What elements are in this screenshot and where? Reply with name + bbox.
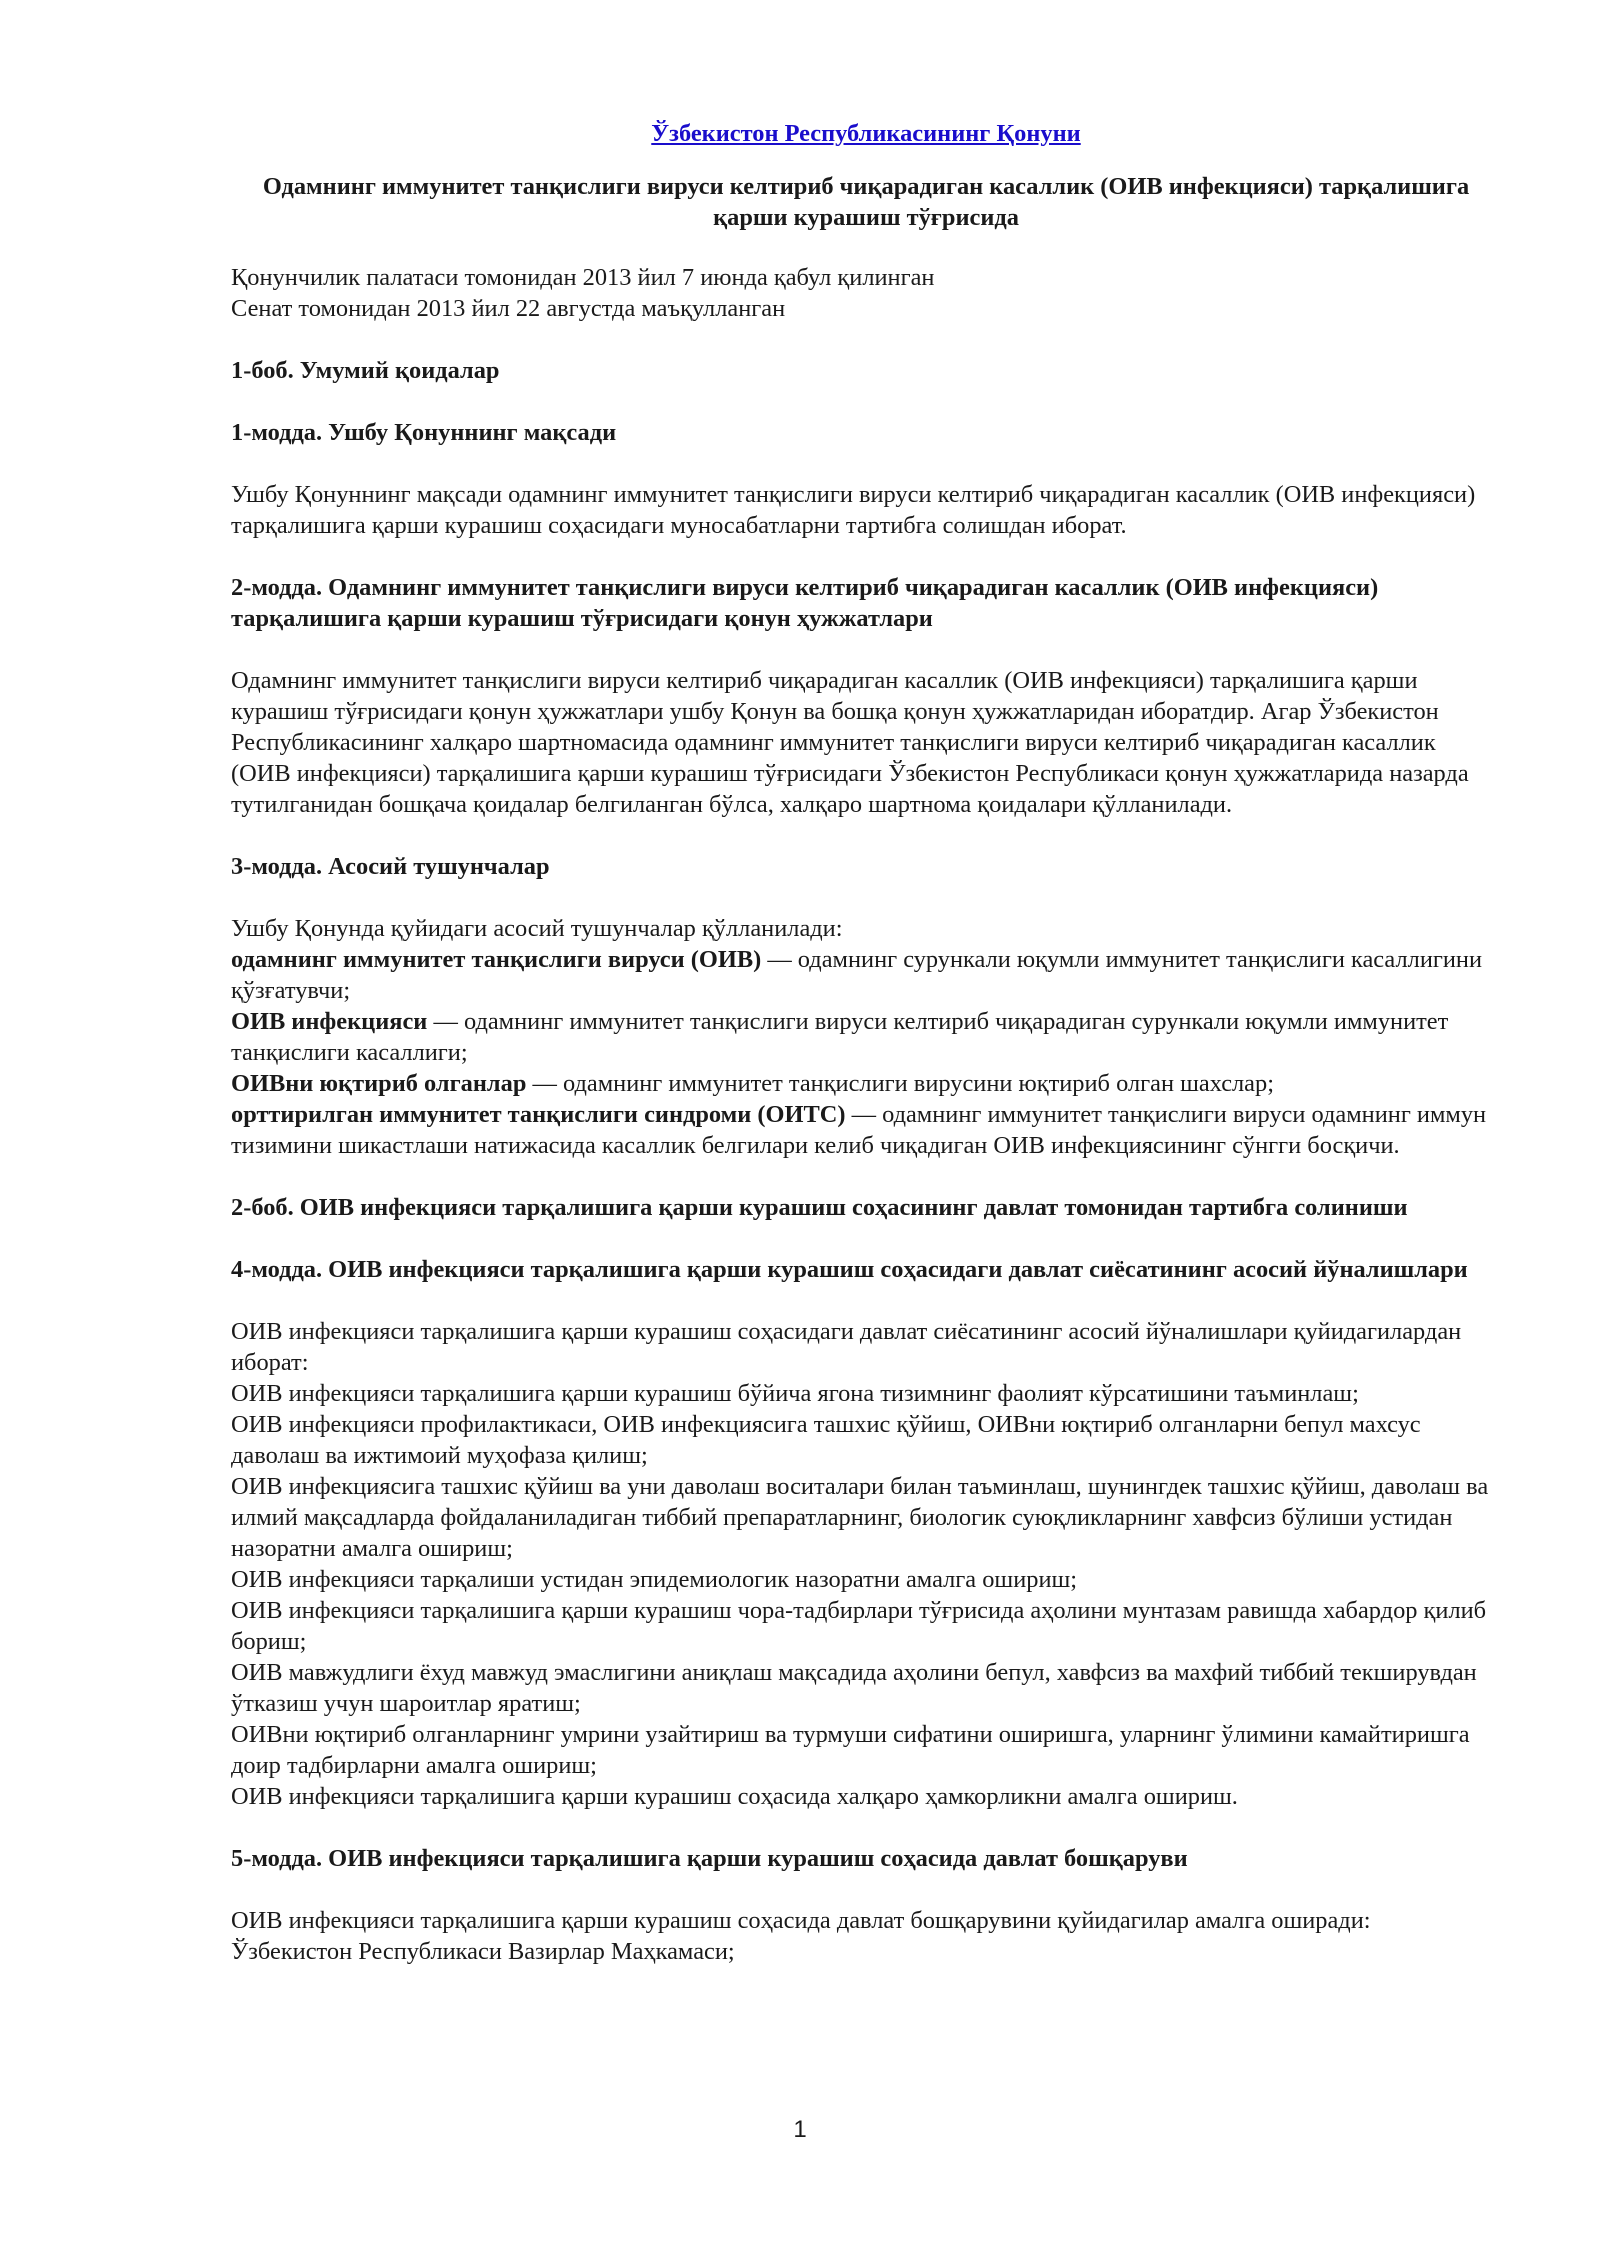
article-1-heading: 1-модда. Ушбу Қонуннинг мақсади (231, 419, 617, 446)
article-4-line: ОИВ инфекциясига ташхис қўйиш ва уни даволаш воситалари билан таъминлаш, шунингдек ташхис қўйиш, даволаш ва илмий мақсадларда фойдаланиладиган тиббий препаратларнинг, биологик суюқликларнинг хавфсиз бўлиши устидан назоратни амалга ошириш; (231, 1473, 1489, 1562)
term-text: — одамнинг иммунитет танқислиги вируси келтириб чиқарадиган сурункали юқумли иммунитет танқислиги касаллиги; (231, 1008, 1449, 1066)
term-definition (231, 1006, 1501, 1068)
term-name: орттирилган иммунитет танқислиги синдроми (ОИТС) (231, 1101, 846, 1128)
article-3-heading: 3-модда. Асосий тушунчалар (231, 853, 550, 880)
article-2-text: Одамнинг иммунитет танқислиги вируси келтириб чиқарадиган касаллик (ОИВ инфекцияси) тарқалишига қарши курашиш тўғрисидаги қонун ҳужжатлари ушбу Қонун ва бошқа қонун ҳужжатларидан иборатдир. Агар Ўзбекистон Республикасининг халқаро шартномасида одамнинг иммунитет танқислиги вируси келтириб чиқарадиган касаллик (ОИВ инфекцияси) тарқалишига қарши курашиш тўғрисидаги Ўзбекистон Республикаси қонун ҳужжатларида назарда тутилганидан бошқача қоидалар белгиланган бўлса, халқаро шартнома қоидалари қўлланилади. (231, 667, 1469, 818)
document-title (231, 118, 1501, 149)
article-4-line: ОИВ инфекцияси тарқалишига қарши курашиш соҳасида халқаро ҳамкорликни амалга ошириш. (231, 1783, 1238, 1810)
term-definition (231, 1099, 1501, 1161)
term-definition (231, 944, 1501, 1006)
page-number: 1 (793, 2116, 807, 2143)
article-4-line: ОИВ инфекцияси тарқалиши устидан эпидемиологик назоратни амалга ошириш; (231, 1566, 1078, 1593)
article-4-line: ОИВни юқтириб олганларнинг умрини узайтириш ва турмуши сифатини оширишга, уларнинг ўлимини камайтиришга доир тадбирларни амалга ошириш; (231, 1721, 1470, 1779)
article-1-text: Ушбу Қонуннинг мақсади одамнинг иммунитет танқислиги вируси келтириб чиқарадиган касаллик (ОИВ инфекцияси) тарқалишига қарши курашиш соҳасидаги муносабатларни тартибга солишдан иборат. (231, 481, 1476, 539)
article-5-heading: 5-модда. ОИВ инфекцияси тарқалишига қарши курашиш соҳасида давлат бошқаруви (231, 1845, 1188, 1872)
adoption-senate-line: Сенат томонидан 2013 йил 22 августда маъқулланган (231, 295, 786, 322)
adoption-chamber-line: Қонунчилик палатаси томонидан 2013 йил 7 июнда қабул қилинган (231, 264, 935, 291)
term-text: — одамнинг сурункали юқумли иммунитет танқислиги касаллигини қўзғатувчи; (231, 946, 1483, 1004)
article-5-line: Ўзбекистон Республикаси Вазирлар Маҳкамаси; (231, 1938, 735, 1965)
article-5-line: ОИВ инфекцияси тарқалишига қарши курашиш соҳасида давлат бошқарувини қуйидагилар амалга оширади: (231, 1907, 1371, 1934)
article-4-line: ОИВ инфекцияси тарқалишига қарши курашиш соҳасидаги давлат сиёсатининг асосий йўналишлари қуйидагилардан иборат: (231, 1318, 1462, 1376)
article-4-heading: 4-модда. ОИВ инфекцияси тарқалишига қарши курашиш соҳасидаги давлат сиёсатининг асосий йўналишлари (231, 1256, 1468, 1283)
article-2-heading: 2-модда. Одамнинг иммунитет танқислиги вируси келтириб чиқарадиган касаллик (ОИВ инфекцияси) тарқалишига қарши курашиш тўғрисидаги қонун ҳужжатлари (231, 574, 1379, 632)
article-3-intro: Ушбу Қонунда қуйидаги асосий тушунчалар қўлланилади: (231, 915, 843, 942)
law-title-link[interactable]: Ўзбекистон Республикасининг Қонуни (651, 120, 1081, 147)
adoption-info (231, 262, 1501, 324)
article-4-line: ОИВ мавжудлиги ёхуд мавжуд эмаслигини аниқлаш мақсадида аҳолини бепул, хавфсиз ва махфий тиббий текширувдан ўтказиш учун шароитлар яратиш; (231, 1659, 1477, 1717)
term-name: одамнинг иммунитет танқислиги вируси (ОИВ) (231, 946, 762, 973)
chapter-1-heading: 1-боб. Умумий қоидалар (231, 357, 500, 384)
chapter-2-heading: 2-боб. ОИВ инфекцияси тарқалишига қарши курашиш соҳасининг давлат томонидан тартибга солиниши (231, 1194, 1408, 1221)
term-text: — одамнинг иммунитет танқислиги вирусини юқтириб олган шахслар; (526, 1070, 1274, 1097)
article-4-body (231, 1316, 1501, 1812)
article-5-body (231, 1905, 1501, 1967)
term-text: — одамнинг иммунитет танқислиги вируси одамнинг иммун тизимини шикастлаши натижасида касаллик белгилари келиб чиқадиган ОИВ инфекциясининг сўнгги босқичи. (231, 1101, 1487, 1159)
article-3-body (231, 913, 1501, 1161)
term-name: ОИВ инфекцияси (231, 1008, 428, 1035)
article-4-line: ОИВ инфекцияси тарқалишига қарши курашиш чора-тадбирлари тўғрисида аҳолини мунтазам равишда хабардор қилиб бориш; (231, 1597, 1487, 1655)
article-4-line: ОИВ инфекцияси тарқалишига қарши курашиш бўйича ягона тизимнинг фаолият кўрсатишини таъминлаш; (231, 1380, 1359, 1407)
law-subject-heading: Одамнинг иммунитет танқислиги вируси келтириб чиқарадиган касаллик (ОИВ инфекцияси) тарқалишига қарши курашиш тўғрисида (262, 173, 1470, 231)
article-4-line: ОИВ инфекцияси профилактикаси, ОИВ инфекциясига ташхис қўйиш, ОИВни юқтириб олганларни бепул махсус даволаш ва ижтимоий муҳофаза қилиш; (231, 1411, 1421, 1469)
document-page (231, 118, 1501, 1998)
term-name: ОИВни юқтириб олганлар (231, 1070, 527, 1097)
term-definition (231, 1068, 1501, 1099)
